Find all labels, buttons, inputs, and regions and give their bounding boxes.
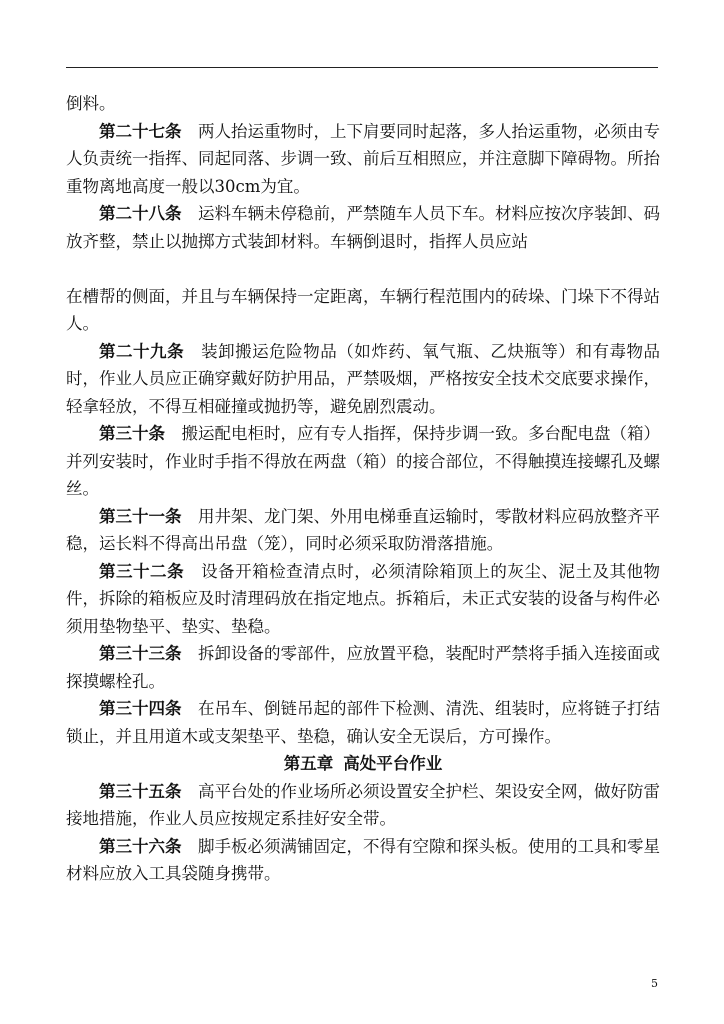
article-number: 第二十七条: [99, 121, 182, 141]
chapter-number: 第五章: [283, 754, 334, 773]
article-text: 拆卸设备的零部件，应放置平稳，装配时严禁将手插入连接面或探摸螺栓孔。: [66, 644, 660, 691]
chapter-heading: [66, 750, 660, 778]
article-number: 第三十四条: [99, 699, 182, 718]
article-36: [66, 833, 660, 888]
article-31: [66, 503, 660, 558]
article-number: 第二十八条: [99, 204, 182, 223]
article-text: 用井架、龙门架、外用电梯垂直运输时，零散材料应码放整齐平稳，运长料不得高出吊盘（笼），同时必须采取防滑落措施。: [66, 506, 660, 553]
article-34: [66, 695, 660, 750]
article-number: 第三十条: [99, 424, 165, 443]
article-29: [66, 338, 660, 421]
article-35: [66, 778, 660, 833]
article-number: 第三十一条: [99, 506, 182, 526]
article-33: [66, 640, 660, 695]
article-28-continuation: 在槽帮的侧面，并且与车辆保持一定距离，车辆行程范围内的砖垛、门垛下不得站人。: [66, 286, 660, 333]
article-28: [66, 200, 660, 255]
article-number: 第三十六条: [99, 836, 182, 856]
article-27: [66, 118, 660, 201]
article-32: [66, 558, 660, 641]
article-number: 第三十五条: [99, 781, 182, 801]
header-rule: [66, 67, 658, 68]
article-text: 脚手板必须满铺固定，不得有空隙和探头板。使用的工具和零星材料应放入工具袋随身携带。: [66, 836, 660, 883]
document-body: [66, 90, 660, 888]
article-text: 高平台处的作业场所必须设置安全护栏、架设安全网，做好防雷接地措施，作业人员应按规定系挂好安全带。: [66, 781, 660, 828]
article-text: 搬运配电柜时，应有专人指挥，保持步调一致。多台配电盘（箱）并列安装时，作业时手指不得放在两盘（箱）的接合部位，不得触摸连接螺孔及螺丝。: [66, 424, 660, 498]
page-number: 5: [651, 977, 658, 990]
article-text: 设备开箱检查清点时，必须清除箱顶上的灰尘、泥土及其他物件，拆除的箱板应及时清理码放在指定地点。拆箱后，未正式安装的设备与构件必须用垫物垫平、垫实、垫稳。: [66, 561, 660, 636]
article-number: 第二十九条: [99, 341, 185, 361]
article-30: [66, 420, 660, 503]
article-text: 运料车辆未停稳前，严禁随车人员下车。材料应按次序装卸、码放齐整，禁止以抛掷方式装卸材料。车辆倒退时，指挥人员应站: [66, 204, 660, 251]
article-text: 两人抬运重物时，上下肩要同时起落，多人抬运重物，必须由专人负责统一指挥、同起同落、步调一致、前后互相照应，并注意脚下障碍物。所抬重物离地高度一般以30cm为宜。: [66, 121, 660, 196]
article-number: 第三十三条: [99, 644, 182, 663]
article-text: 装卸搬运危险物品（如炸药、氧气瓶、乙炔瓶等）和有毒物品时，作业人员应正确穿戴好防护用品，严禁吸烟，严格按安全技术交底要求操作，轻拿轻放，不得互相碰撞或抛扔等，避免剧烈震动。: [66, 341, 660, 416]
article-text: 在吊车、倒链吊起的部件下检测、清洗、组装时，应将链子打结锁止，并且用道木或支架垫平、垫稳，确认安全无误后，方可操作。: [66, 699, 660, 746]
fragment-text: 倒料。: [66, 94, 116, 113]
chapter-title: 高处平台作业: [343, 754, 443, 773]
article-number: 第三十二条: [99, 561, 185, 581]
